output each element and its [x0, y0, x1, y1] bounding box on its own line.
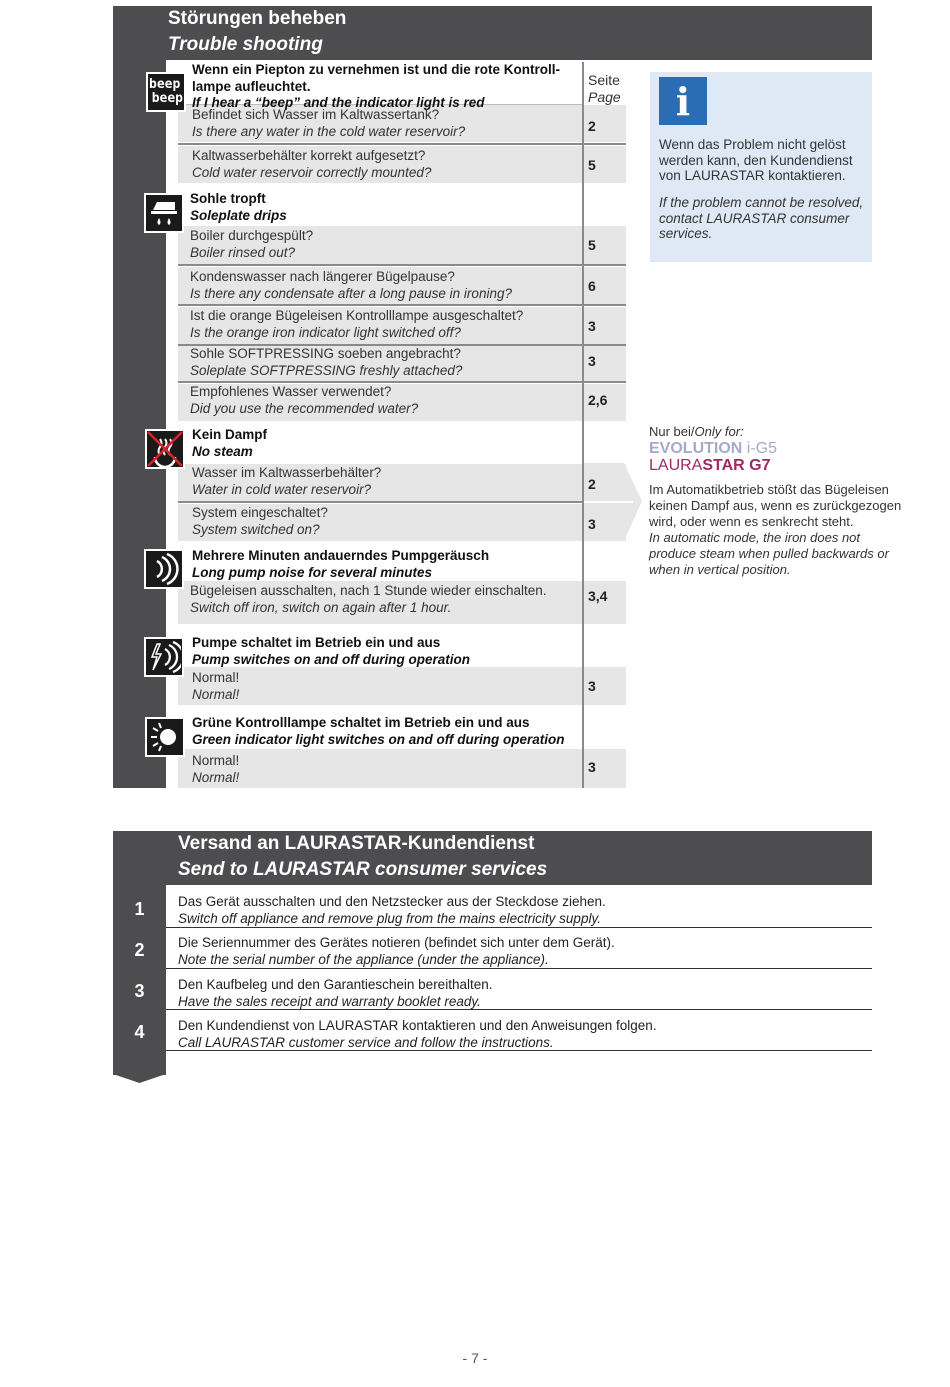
step-text: [178, 977, 492, 1010]
question-de: Kondenswasser nach längerer Bügelpause?: [190, 269, 455, 284]
question-de: Boiler durchgespült?: [190, 228, 314, 243]
page-reference: 3,4: [588, 588, 608, 604]
page-reference: 5: [588, 157, 596, 173]
note-text-en: [649, 530, 889, 578]
group-title-en: Soleplate drips: [190, 207, 287, 223]
question-row: [190, 583, 547, 616]
question-row: [192, 465, 381, 498]
question-de: Ist die orange Bügeleisen Kontrolllampe ausgeschaltet?: [190, 308, 524, 323]
troubleshooting-title-de: Störungen beheben: [168, 8, 347, 29]
question-en: Switch off iron, switch on again after 1 hour.: [190, 599, 452, 615]
row-background: [178, 749, 626, 788]
page-reference: 6: [588, 278, 596, 294]
group-title-beep: [192, 62, 560, 112]
question-row: [192, 148, 431, 181]
question-row: [190, 228, 313, 261]
group-title-de: Sohle tropft: [190, 191, 266, 206]
question-row: [192, 505, 328, 538]
only-for-de: Nur bei/: [649, 424, 695, 439]
question-en: Did you use the recommended water?: [190, 400, 419, 416]
step-text-en: Call LAURASTAR customer service and follow the instructions.: [178, 1034, 554, 1050]
step-divider: [166, 1009, 872, 1010]
question-en: Boiler rinsed out?: [190, 244, 296, 260]
note-text-de: [649, 482, 901, 530]
only-for-en: Only for:: [694, 424, 744, 439]
pump-switch-icon: [144, 637, 184, 677]
question-row: [190, 346, 462, 379]
page-reference: 3: [588, 353, 596, 369]
question-en: Water in cold water reservoir?: [192, 481, 372, 497]
step-text-en: Have the sales receipt and warranty booklet ready.: [178, 993, 481, 1009]
question-de: Empfohlenes Wasser verwendet?: [190, 384, 392, 399]
step-text-de: Den Kaufbeleg und den Garantieschein bereithalten.: [178, 977, 493, 992]
page-reference: 2: [588, 476, 596, 492]
group-title-en: Pump switches on and off during operation: [192, 651, 471, 667]
group-title-en: No steam: [192, 443, 253, 459]
question-en: System switched on?: [192, 521, 320, 537]
page-reference: 3: [588, 759, 596, 775]
group-title-indicator-light: [192, 715, 565, 748]
soleplate-drips-icon: [144, 193, 184, 233]
page-reference: 3: [588, 516, 596, 532]
no-steam-icon: [145, 429, 185, 469]
question-row: [190, 269, 512, 302]
page-reference: 3: [588, 318, 596, 334]
question-en: Is the orange iron indicator light switched off?: [190, 324, 461, 340]
group-title-en: If I hear a “beep” and the indicator light is red: [192, 95, 485, 110]
step-text-en: Note the serial number of the appliance (under the appliance).: [178, 951, 549, 967]
troubleshooting-left-bar: [113, 60, 166, 788]
question-row: [192, 107, 465, 140]
group-title-de: lampe aufleuchtet.: [192, 78, 311, 94]
row-separator: [178, 304, 626, 306]
info-text-de: Wenn das Problem nicht gelöst werden kann, den Kundendienst von LAURASTAR kontaktieren.: [659, 137, 853, 183]
page-reference: 5: [588, 237, 596, 253]
info-text-en: If the problem cannot be resolved, contact LAURASTAR consumer services.: [659, 195, 864, 241]
step-text: [178, 1018, 657, 1051]
group-title-pump-switch: [192, 635, 470, 668]
beep-icon-text-2: beep: [151, 91, 183, 106]
row-separator: [178, 264, 626, 266]
step-number: 4: [134, 1022, 145, 1042]
only-for-label: [649, 424, 744, 440]
pump-noise-icon: [144, 549, 184, 589]
troubleshooting-title-en: Trouble shooting: [168, 34, 323, 55]
group-title-pump-noise: [192, 548, 489, 581]
question-row: [190, 308, 523, 341]
model-laurastar: [649, 457, 771, 475]
step-number: 3: [134, 981, 145, 1001]
left-bar-tip: [113, 1074, 166, 1084]
question-en: Normal!: [192, 686, 240, 702]
question-de: Bügeleisen ausschalten, nach 1 Stunde wieder einschalten.: [190, 583, 547, 598]
beep-icon-text-1: beep: [149, 77, 181, 92]
step-divider: [166, 927, 872, 928]
beep-icon: [146, 72, 186, 112]
step-number: 1: [134, 899, 145, 919]
question-en: Is there any condensate after a long pause in ironing?: [190, 285, 512, 301]
note-line: produce steam when pulled backwards or: [649, 546, 889, 561]
page-number: - 7 -: [462, 1350, 488, 1366]
page-reference: 2,6: [588, 392, 608, 408]
step-divider: [166, 1050, 872, 1051]
group-title-en: Green indicator light switches on and off during operation: [192, 731, 565, 747]
step-text-de: Den Kundendienst von LAURASTAR kontaktieren und den Anweisungen folgen.: [178, 1018, 657, 1033]
info-icon: i: [659, 77, 707, 125]
question-de: System eingeschaltet?: [192, 505, 328, 520]
model-laurastar-name: STAR G7: [702, 457, 771, 474]
page-column-divider: [582, 62, 584, 788]
question-en: Normal!: [192, 769, 240, 785]
indicator-light-icon: [145, 717, 185, 757]
group-title-de: Mehrere Minuten andauerndes Pumpgeräusch: [192, 548, 490, 563]
group-title-de: Grüne Kontrolllampe schaltet im Betrieb ein und aus: [192, 715, 530, 730]
group-title-soleplate-drips: [190, 191, 287, 224]
page-reference: 2: [588, 118, 596, 134]
question-row: [192, 670, 239, 703]
question-en: Soleplate SOFTPRESSING freshly attached?: [190, 362, 463, 378]
question-de: Normal!: [192, 670, 240, 685]
row-separator: [178, 143, 626, 145]
note-line: wird, oder wenn es senkrecht steht.: [649, 514, 854, 529]
step-text: [178, 894, 606, 927]
step-text: [178, 935, 615, 968]
row-separator: [178, 501, 626, 503]
step-text-de: Das Gerät ausschalten und den Netzstecker aus der Steckdose ziehen.: [178, 894, 606, 909]
model-evolution-suffix: i-G5: [742, 440, 778, 457]
step-number: 2: [134, 940, 145, 960]
group-title-en: Long pump noise for several minutes: [192, 564, 433, 580]
row-separator: [178, 381, 626, 383]
step-text-de: Die Seriennummer des Gerätes notieren (befindet sich unter dem Gerät).: [178, 935, 615, 950]
page-column-header-en: Page: [588, 89, 621, 105]
group-title-de: Wenn ein Piepton zu vernehmen ist und die rote Kontroll-: [192, 62, 561, 77]
row-background: [178, 667, 626, 705]
question-de: Normal!: [192, 753, 240, 768]
question-en: Is there any water in the cold water reservoir?: [192, 123, 466, 139]
question-row: [192, 753, 239, 786]
question-de: Sohle SOFTPRESSING soeben angebracht?: [190, 346, 461, 361]
page-column-header-de: Seite: [588, 72, 620, 88]
step-text-en: Switch off appliance and remove plug from the mains electricity supply.: [178, 910, 601, 926]
question-row: [190, 384, 418, 417]
note-line: In automatic mode, the iron does not: [649, 530, 861, 545]
group-title-no-steam: [192, 427, 267, 460]
consumer-services-title-en: Send to LAURASTAR consumer services: [178, 859, 548, 880]
question-de: Befindet sich Wasser im Kaltwassertank?: [192, 107, 440, 122]
question-en: Cold water reservoir correctly mounted?: [192, 164, 432, 180]
model-evolution-name: EVOLUTION: [649, 440, 743, 457]
note-line: when in vertical position.: [649, 562, 791, 577]
group-title-de: Pumpe schaltet im Betrieb ein und aus: [192, 635, 441, 650]
page-reference: 3: [588, 678, 596, 694]
model-evolution: [649, 440, 777, 458]
model-laurastar-prefix: LAURA: [649, 457, 703, 474]
question-de: Wasser im Kaltwasserbehälter?: [192, 465, 382, 480]
consumer-services-title-de: Versand an LAURASTAR-Kundendienst: [178, 833, 535, 854]
question-de: Kaltwasserbehälter korrekt aufgesetzt?: [192, 148, 426, 163]
group-title-de: Kein Dampf: [192, 427, 268, 442]
step-divider: [166, 968, 872, 969]
note-line: Im Automatikbetrieb stößt das Bügeleisen: [649, 482, 889, 497]
note-line: keinen Dampf aus, wenn es zurückgezogen: [649, 498, 902, 513]
